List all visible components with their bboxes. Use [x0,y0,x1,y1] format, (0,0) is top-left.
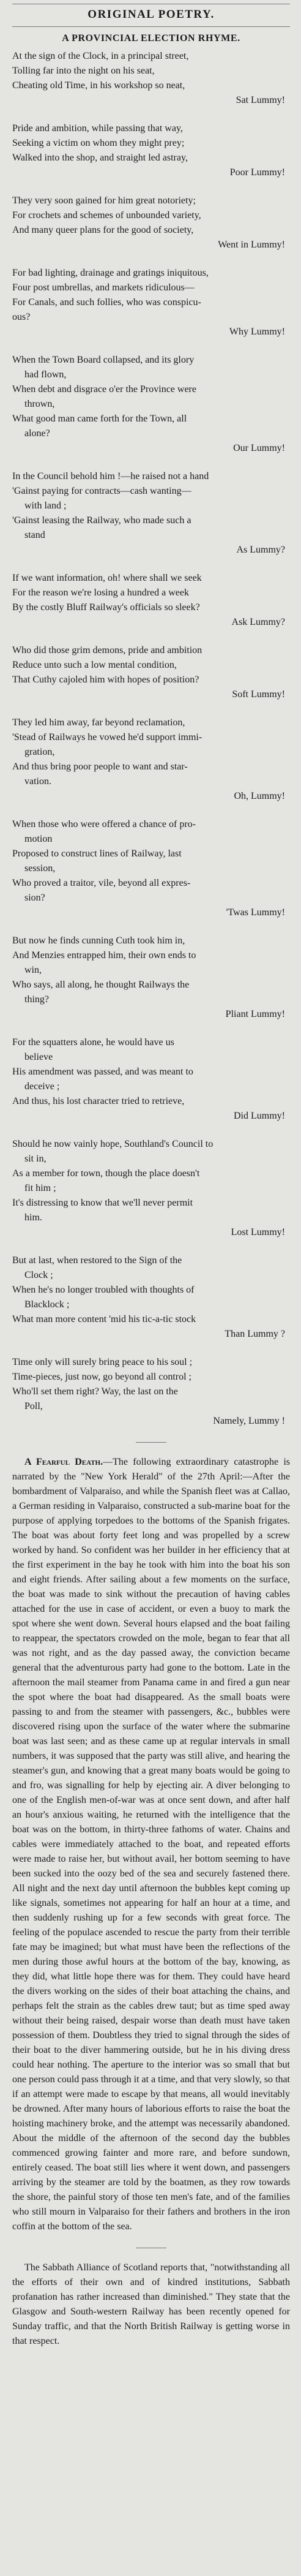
stanza [12,571,290,630]
verse-line: As a member for town, though the place doesn't [12,1168,200,1179]
article-divider [136,1442,166,1443]
verse-line: For crochets and schemes of unbounded variety, [12,210,201,221]
refrain-line: Our Lummy! [233,443,285,453]
verse-line: win, [24,965,42,975]
verse-line: with land ; [24,500,67,511]
verse-line: By the costly Bluff Railway's officials so sleek? [12,602,200,613]
verse-line: thing? [24,994,49,1005]
poem [12,33,290,1429]
stanza [12,1355,290,1429]
stanza [12,194,290,252]
refrain-line: As Lummy? [236,545,285,555]
article-paragraph [12,1455,290,2234]
verse-line: motion [24,834,53,844]
article-lead: A Fearful Death. [24,1457,103,1467]
verse-line: 'Gainst paying for contracts—cash wanting— [12,486,191,496]
verse-line: stand [24,530,45,540]
refrain-line: Ask Lummy? [231,617,285,627]
verse-line: him. [24,1212,42,1223]
verse-line: 'Gainst leasing the Railway, who made such a [12,515,191,526]
verse-line: Who says, all along, he thought Railways the [12,980,190,990]
stanza [12,1035,290,1124]
verse-line: If we want information, oh! where shall we seek [12,573,202,583]
stanza [12,469,290,557]
stanza [12,817,290,920]
verse-line: Time-pieces, just now, go beyond all control ; [12,1372,191,1382]
verse-line: thrown, [24,399,55,409]
verse-line: Seeking a victim on whom they might prey; [12,138,185,148]
verse-line: When the Town Board collapsed, and its glory [12,355,195,365]
refrain-line: Lost Lummy! [231,1227,285,1237]
verse-line: Walked into the shop, and straight led astray, [12,153,188,163]
refrain-line: Went in Lummy! [218,240,285,250]
stanza [12,716,290,804]
verse-line: At the sign of the Clock, in a principal street, [12,51,189,61]
article-body: —The following extraordinary catastrophe is narrated by the "New York Herald" of the 27th April:—After the bombardment of Valparaiso, and while the Spanish fleet was at Callao, a German residing in Valparaiso, constructed a sub-marine boat for the purpose of applying torpedoes to the bottoms of the Spanish frigates. The boat was about forty feet long and was propelled by a screw worked by hand. So confident was her builder in her efficiency that at the first experiment in the bay he took with him into the boat his son and eight friends. After sailing about a few moments on the surface, the boat was made to sink without the precaution of having cables attached for the use in case of accident, or even a buoy to mark the spot where she went down. Several hours elapsed and the boat failing to reappear, the spectators crowded on the mole, began to fear that all was not right, and as the day passed away, the conviction became general that the adventurous party had gone to the bottom. Late in the afternoon the mail steamer from Panama came in and fired a gun near the spot where the boat had disappeared. As the small boats were passing to and from the steamer with passengers, &c., bubbles were discovered rising upon the surface of the water where the submarine boat was last seen; and as these came up at regular intervals in small numbers, it was supposed that the party was still alive, and hearing the steamer's gun, and knowing that a great many boats would be going to and fro, was signalling for help by ejecting air. A diver belonging to one of the English men-of-war was at once sent down, and after half an hour's anxious waiting, he returned with the intelligence that the boat was on the bottom, in thirty-three fathoms of water. Chains and cables were immediately attached to the boat, and repeated efforts were made to raise her, but without avail, her bottom seeming to have been sucked into the oozy bed of the sea and securely fastened there. All night and the next day until afternoon the bubbles kept coming up like signals, sometimes not appearing for half an hour at a time, and then suddenly rushing up for a few seconds with great force. The feeling of the populace ascended to rescue the party from their terrible fate may be imagined; but what must have been the reflections of the men during those awful hours at the bottom of the bay, knowing, as they did, what little hope there was for them. They could have heard the divers working on the sides of their boat attaching the chains, and perhaps felt the strain as the cables drew taut; but as time sped away without their being raised, despair worse than death must have taken possession of them. Doubtless they tried to signal through the sides of their boat to the diver hammering outside, but he in his diving dress could hear nothing. The aperture to the interior was so small that but one person could pass through it at a time, and that very slowly, so that if an attempt were made to escape by that means, all would inevitably be drowned. After many hours of laborious efforts to raise the boat the hoisting machinery broke, and the attempt was necessarily abandoned. About the middle of the afternoon of the second day the bubbles commenced growing fainter and more rare, and before sundown, entirely ceased. The boat still lies where it went down, and passengers arriving by the steamer are told by the boatmen, as they row towards the shore, the painful story of those ten men's fate, and of the families who still mourn in Valparaiso for their fathers and brothers in the iron coffin at the bottom of the sea. [12,1457,290,2232]
verse-line: sit in, [24,1154,46,1164]
verse-line: deceive ; [24,1081,60,1092]
verse-line: When he's no longer troubled with thoughts of [12,1285,195,1295]
refrain-line: Oh, Lummy! [234,791,285,801]
verse-line: Poll, [24,1401,43,1411]
verse-line: had flown, [24,369,67,380]
verse-line: alone? [24,428,50,439]
refrain-line: Did Lummy! [234,1111,285,1121]
stanza [12,121,290,180]
verse-line: For the reason we're losing a hundred a week [12,587,190,598]
stanza [12,266,290,339]
verse-line: Tolling far into the night on his seat, [12,66,155,76]
verse-line: And thus bring poor people to want and star- [12,761,188,772]
refrain-line: Why Lummy! [229,327,285,337]
article-paragraph: The Sabbath Alliance of Scotland reports that, "notwithstanding all the efforts of their own and of kindred institutions, Sabbath profanation has rather increased than diminished." They state that the Glasgow and South-western Railway has been recently opened for Sunday traffic, and that the North British Railway is getting worse in that respect. [12,2262,290,2346]
verse-line: When those who were offered a chance of pro- [12,819,196,829]
verse-line: But at last, when restored to the Sign of the [12,1255,182,1266]
verse-line: His amendment was passed, and was meant to [12,1067,193,1077]
verse-line: They led him away, far beyond reclamation, [12,717,185,728]
verse-line: And Menzies entrapped him, their own ends to [12,950,196,961]
verse-line: session, [24,863,56,874]
verse-line: Pride and ambition, while passing that way, [12,123,183,134]
verse-line: 'Stead of Railways he vowed he'd support immi- [12,732,203,742]
verse-line: Blacklock ; [24,1299,70,1310]
verse-line: believe [24,1052,53,1062]
verse-line: Time only will surely bring peace to his soul ; [12,1357,193,1367]
verse-line: Should he now vainly hope, Southland's Council to [12,1139,214,1149]
refrain-line: Namely, Lummy ! [213,1416,285,1426]
stanza [12,353,290,456]
verse-line: In the Council behold him !—he raised not a hand [12,471,209,482]
verse-line: For the squatters alone, he would have us [12,1037,174,1048]
verse-line: Who did those grim demons, pride and ambition [12,645,203,655]
verse-line: And many queer plans for the good of society, [12,225,194,235]
section-rule [12,26,290,27]
stanza [12,643,290,702]
verse-line: ous? [12,312,31,322]
refrain-line: Sat Lummy! [236,95,285,105]
stanza [12,1137,290,1240]
verse-line: But now he finds cunning Cuth took him in, [12,935,185,946]
verse-line: For bad lighting, drainage and gratings iniquitous, [12,268,209,278]
refrain-line: Pliant Lummy! [225,1009,285,1019]
verse-line: Who proved a traitor, vile, beyond all expres- [12,878,191,888]
refrain-line: Than Lummy ? [225,1329,285,1339]
verse-line: For Canals, and such follies, who was conspicu- [12,297,201,308]
verse-line: gration, [24,747,55,757]
verse-line: When debt and disgrace o'er the Province were [12,384,196,395]
verse-line: That Cuthy cajoled him with hopes of position? [12,674,199,685]
refrain-line: Soft Lummy! [232,689,285,700]
verse-line: Proposed to construct lines of Railway, last [12,848,182,859]
verse-line: What man more content 'mid his tic-a-tic stock [12,1314,196,1324]
stanza [12,1253,290,1342]
verse-line: Four post umbrellas, and markets ridiculous— [12,282,195,293]
stanza [12,49,290,108]
verse-line: Cheating old Time, in his workshop so neat, [12,80,185,91]
refrain-line: Poor Lummy! [229,167,285,178]
section-heading: ORIGINAL POETRY. [87,8,215,21]
verse-line: And thus, his lost character tried to retrieve, [12,1096,185,1106]
verse-line: They very soon gained for him great notoriety; [12,195,196,206]
stanza [12,934,290,1022]
verse-line: vation. [24,776,51,787]
refrain-line: 'Twas Lummy! [226,907,285,918]
verse-line: It's distressing to know that we'll never permit [12,1198,193,1208]
article-sabbath-alliance [12,2261,290,2349]
verse-line: Who'll set them right? Way, the last on the [12,1386,178,1397]
poem-stanzas [12,49,290,1429]
verse-line: sion? [24,893,45,903]
poem-title: A PROVINCIAL ELECTION RHYME. [62,33,240,43]
verse-line: Reduce unto such a low mental condition, [12,660,177,670]
verse-line: fit him ; [24,1183,56,1193]
article-fearful-death [12,1455,290,2234]
verse-line: What good man came forth for the Town, all [12,414,187,424]
verse-line: Clock ; [24,1270,53,1280]
